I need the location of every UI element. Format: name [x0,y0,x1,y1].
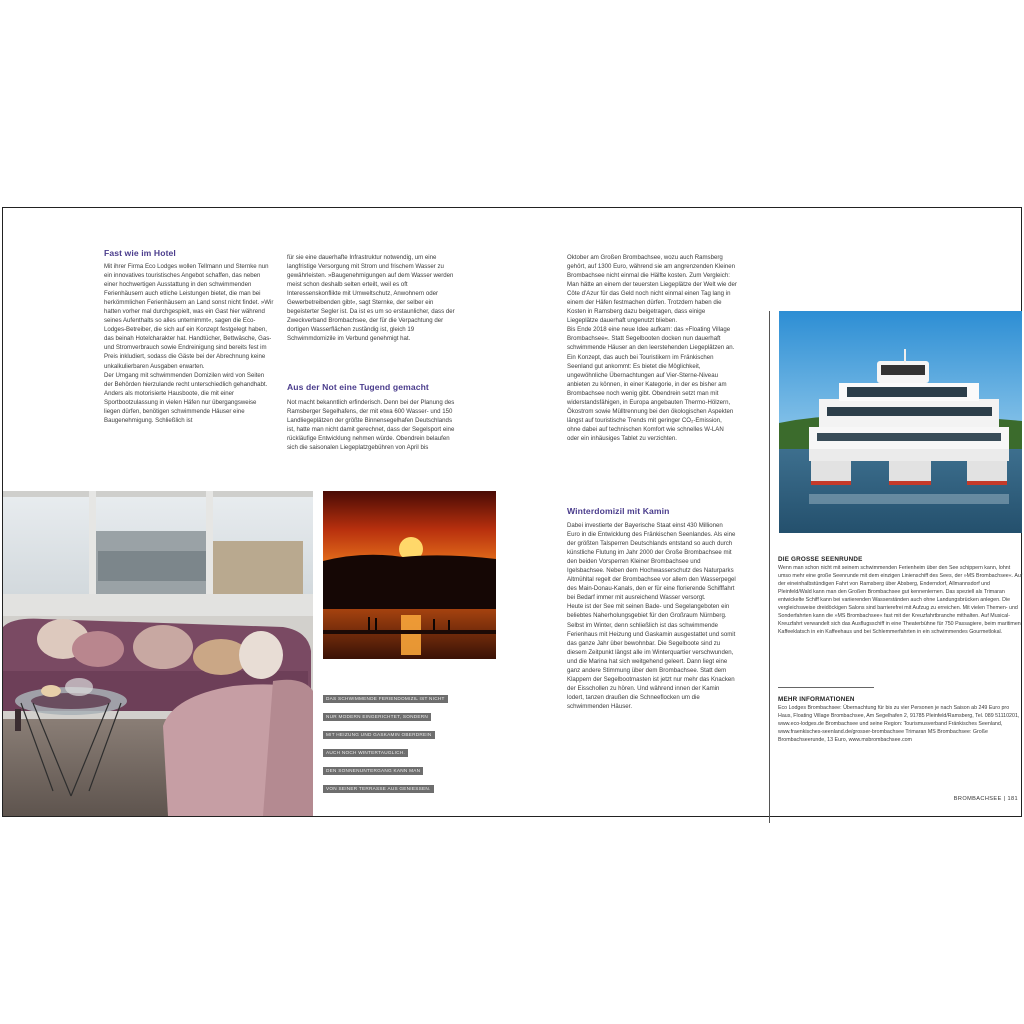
column-3-paragraph-1: Oktober am Großen Brombachsee, wozu auch Ramsberg gehört, auf 1300 Euro, während sie am angrenzenden Kleinen Brombachsee nicht einmal die Hälfte kosten. Zum Vergleich: Man hätte an einem der teuersten Liegeplätze der Welt wie der Côte d’Azur für das Geld noch nicht einmal einen Tag lang in einem der Häfen festmachen dürfen. Trotzdem haben die Kosten in Ramsberg dazu beigetragen, dass einige Liegeplätze dauerhaft ungenutzt blieben. [567,254,737,325]
caption-line: VON SEINER TERRASSE AUS GENIESSEN. [323,785,434,793]
page-folio: BROMBACHSEE | 181 [953,796,1018,802]
sidebar-title-mehr-informationen: MEHR INFORMATIONEN [778,696,855,703]
photo-caption [323,687,453,795]
column-2-paragraph-1: für sie eine dauerhafte Infrastruktur notwendig, um eine langfristige Versorgung mit Strom und frischem Wasser zu gewährleisten. »Baugenehmigungen auf dem Wasser werden meist schon deshalb selten erteilt, weil es oft Interessenskonflikte mit Umweltschutz, Anwohnern oder Gewerbetreibenden gibt«, sagt Sternke, der selber ein begeisterter Segler ist. Da ist es um so erstaunlicher, dass der Zweckverband Brombachsee, der für die Verpachtung der dortigen Wasserflächen zuständig ist, gleich 19 Schwimmdomizile im Verbund genehmigt hat. [287,254,455,343]
sunset-photo [323,491,496,659]
caption-line: AUCH NOCH WINTERTAUGLICH. [323,749,408,757]
column-divider [769,311,770,823]
sidebar-text-seenrunde: Wenn man schon nicht mit seinem schwimmenden Ferienheim über den See schippern kann, lohnt umso mehr eine große Seenrunde mit dem einzigen Linienschiff des Sees, der »MS Brombachsee«. Auf der eineinhalbstündigen Fahrt von Ramsberg über Absberg, Enderndorf, Allmannsdorf und Pleinfeld/Wald kann man den Großen Brombachsee gut kennenlernen. Das speziell als Trimaran entwickelte Schiff kann bei variierenden Wasserständen auch ohne Landungsbrücken anlegen. Die vergleichsweise dreidöckigen Salons sind barrierefrei mit Aufzug zu erreichen. Mit vielen Themen- und Sonderfahrten kann die »MS Brombachsee« fast mit der Kreuzfahrtbranche mithalten. Auf Musical-Kreuzfahrt verwandelt sich das Ausflugsschiff in eine Theaterbühne für 750 Passagiere, beim maritimen Kaffeeklatsch in ein Kaffeehaus und bei Schlemmerfahrten in ein schwimmendes Gourmetlokal. [778,565,1023,636]
heading-aus-der-not: Aus der Not eine Tugend gemacht [287,382,429,392]
column-3-paragraph-2: Bis Ende 2018 eine neue Idee aufkam: das »Floating Village Brombachsee«. Statt Segelbooten docken nun dauerhaft schwimmende Häuser an den leerstehenden Liegeplätzen an. Ein Konzept, das auch bei Touristikern im Fränkischen Seenland gut ankommt: Es bietet die Möglichkeit, ungewöhnliche Übernachtungen auf Vier-Sterne-Niveau anbieten zu können, in einer Kategorie, in der es bisher am Brombachsee noch wenig gibt. Obendrein setzt man mit widerstandsfähigen, in Europa angebauten Thermo-Hölzern, Ökostrom sowie Mülltrennung bei den ökologischen Aspekten längst auf touristische Trends mit geringer CO₂-Emission, ohne dabei auf technischen Komfort wie schnelles W-LAN oder ein inhäusiges Tablet zu verzichten. [567,326,735,442]
text-column-1 [104,262,274,425]
caption-line: NUR MODERN EINGERICHTET, SONDERN [323,713,431,721]
text-column-2b [287,398,455,452]
sidebar-title-seenrunde: DIE GROSSE SEENRUNDE [778,556,863,563]
caption-line: DAS SCHWIMMENDE FERIENDOMIZIL IST NICHT [323,695,448,703]
sidebar-rule [778,687,874,688]
sidebar-mehr-informationen [778,696,1024,744]
column-1-paragraph-1: Mit ihrer Firma Eco Lodges wollen Tellmann und Sternke nun ein innovatives touristisches Angebot schaffen, das neben einer hochwertigen Ausstattung in den schwimmenden Ferienhäusern auch etliche Leistungen bietet, die man bei herkömmlichen Ferienhäusern an Land sonst nicht findet. »Wir hatten vorher mal durchgespielt, was ein Gast hier während seines Aufenthalts so alles unternimmt«, sagen die Eco-Lodges-Betreiber, die sich auf ein Konzept festgelegt haben, das beinah Hotelcharakter hat. Handtücher, Bettwäsche, Gas- und Stromverbrauch sowie Endreinigung sind bereits fest im Preis inkludiert, sodass die Gäste bei der Abrechnung keine unkalkulierbaren Ausgaben erwarten. [104,263,274,370]
sidebar-text-mehr-informationen: Eco Lodges Brombachsee: Übernachtung für bis zu vier Personen je nach Saison ab 249 Euro pro Haus, Floating Village Brombachsee, Am Segelhafen 2, 91785 Pleinfeld/Ramsberg, Tel. 089 51110201, www.eco-lodges.de Brombachsee und seine Region: Tourismusverband Fränkisches Seenland, www.fraenkisches-seenland.de/grosser-brombachsee Trimaran MS Brombachsee: Große Brombachseerunde, 13 Euro, www.msbrombachsee.com [778,705,1020,744]
caption-line: MIT HEIZUNG UND GASKAMIN OBERDREIN [323,731,435,739]
text-column-2 [287,253,455,343]
heading-winterdomizil: Winterdomizil mit Kamin [567,506,670,516]
column-1-paragraph-2: Der Umgang mit schwimmenden Domizilen wird von Seiten der Behörden hierzulande recht unterschiedlich gehandhabt. Anders als motorisierte Hausboote, die mit einer Sportbootzulassung in vielen Häfen nur übergangsweise liegen dürfen, benötigen schwimmende Häuser eine Baugenehmigung. Schließlich ist [104,371,268,424]
sidebar-seenrunde [778,556,1024,636]
text-column-3b [567,521,737,711]
column-2-paragraph-2: Not macht bekanntlich erfinderisch. Denn bei der Planung des Ramsberger Segelhafens, der mit etwa 600 Wasser- und 150 Landliegeplätzen der größte Binnensegelhafen Deutschlands ist, hatte man nicht damit gerechnet, dass der Segelsport eine rückläufige Entwicklung nehmen würde. Obendrein belaufen sich die saisonalen Liegeplatzgebühren von April bis [287,399,455,452]
column-3-paragraph-4: Heute ist der See mit seinen Bade- und Segelangeboten ein beliebtes Naherholungsgebiet für den Großraum Nürnberg. Selbst im Winter, denn schließlich ist das schwimmende Ferienhaus mit Heizung und Gaskamin ausgestattet und somit das ganze Jahr über bewohnbar. Die Segelboote sind zu diesem Zeitpunkt längst alle im Winterquartier verschwunden, und die Marina hat sich weitgehend geleert. Dann liegt eine ganz andere Stimmung über dem Brombachsee. Statt dem Klappern der Segelbootmasten ist jetzt nur mehr das Knacken der Eisschollen zu hören. Und während innen der Kamin lodert, tanzen draußen die Schneeflocken um die schwimmenden Häuser. [567,603,736,710]
caption-line: DEN SONNENUNTERGANG KANN MAN [323,767,423,775]
ship-photo [779,311,1022,533]
column-3-paragraph-3: Dabei investierte der Bayerische Staat einst 430 Millionen Euro in die Entwicklung des Fränkischen Seenlandes. Als eine der größten Talsperren Deutschlands entstand so auch durch künstliche Flutung im Jahr 2000 der Große Brombachsee mit den beiden Vorsperren Kleiner Brombachsee und Igelsbachsee. Neben dem Hochwasserschutz des Naturparks Altmühltal regelt der Brombachsee vor allem den Wasserpegel des Main-Donau-Kanals, den er für eine florierende Schifffahrt bei Bedarf immer mit ausreichend Wasser versorgt. [567,522,736,602]
heading-fast-wie-im-hotel: Fast wie im Hotel [104,248,176,258]
text-column-3 [567,253,737,443]
interior-photo [3,491,313,816]
